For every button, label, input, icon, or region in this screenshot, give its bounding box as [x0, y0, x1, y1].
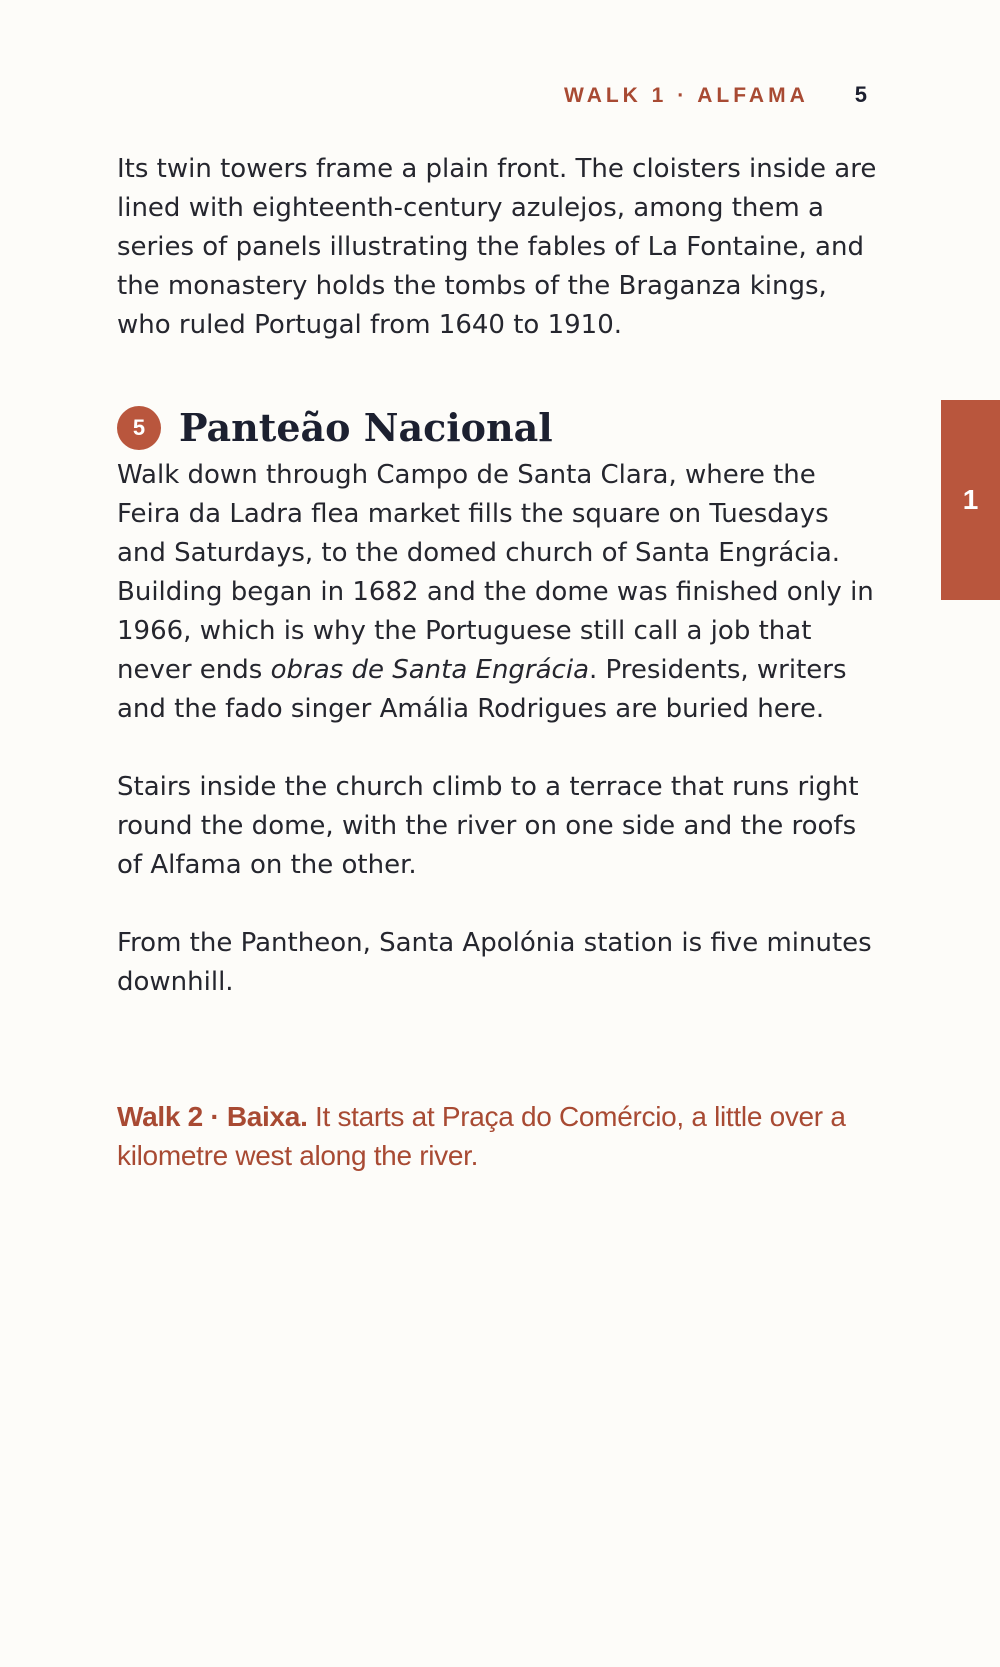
- chapter-tab-label: 1: [962, 484, 979, 515]
- stop-heading: [117, 405, 877, 450]
- stop-paragraph-1-before: Walk down through Campo de Santa Clara, where the Feira da Ladra flea market fills the square on Tuesdays and Saturdays, to the domed church of Santa Engrácia. Building began in 1682 and the dome was finished only in 1966, which is why the Portuguese still call a job that never ends: [117, 460, 874, 685]
- stop-paragraph-1: [117, 456, 877, 729]
- next-walk-lead: Walk 2 · Baixa.: [117, 1101, 308, 1132]
- stop-paragraph-2: Stairs inside the church climb to a terrace that runs right round the dome, with the river on one side and the roofs of Alfama on the other.: [117, 772, 859, 880]
- next-walk-text: It starts at Praça do Comércio, a little over a kilometre west along the river.: [117, 1101, 846, 1171]
- page-number: 5: [854, 82, 867, 107]
- stop-paragraph-1-after: . Presidents, writers and the fado singer Amália Rodrigues are buried here.: [117, 655, 847, 724]
- intro-paragraph: Its twin towers frame a plain front. The cloisters inside are lined with eighteenth-century azulejos, among them a series of panels illustrating the fables of La Fontaine, and the monastery holds the tombs of the Braganza kings, who ruled Portugal from 1640 to 1910.: [117, 154, 877, 340]
- running-head-section: WALK 1 · ALFAMA: [564, 84, 809, 107]
- stop-paragraph-3: From the Pantheon, Santa Apolónia station is five minutes downhill.: [117, 928, 872, 997]
- page-content: [117, 150, 877, 1203]
- stop-paragraph-1-italic: obras de Santa Engrácia: [270, 655, 590, 685]
- next-walk-note: [117, 1097, 877, 1175]
- chapter-tab[interactable]: [941, 400, 1000, 600]
- stop-number-badge: 5: [117, 406, 161, 450]
- running-head: [564, 82, 867, 108]
- stop-title: Panteão Nacional: [179, 405, 553, 450]
